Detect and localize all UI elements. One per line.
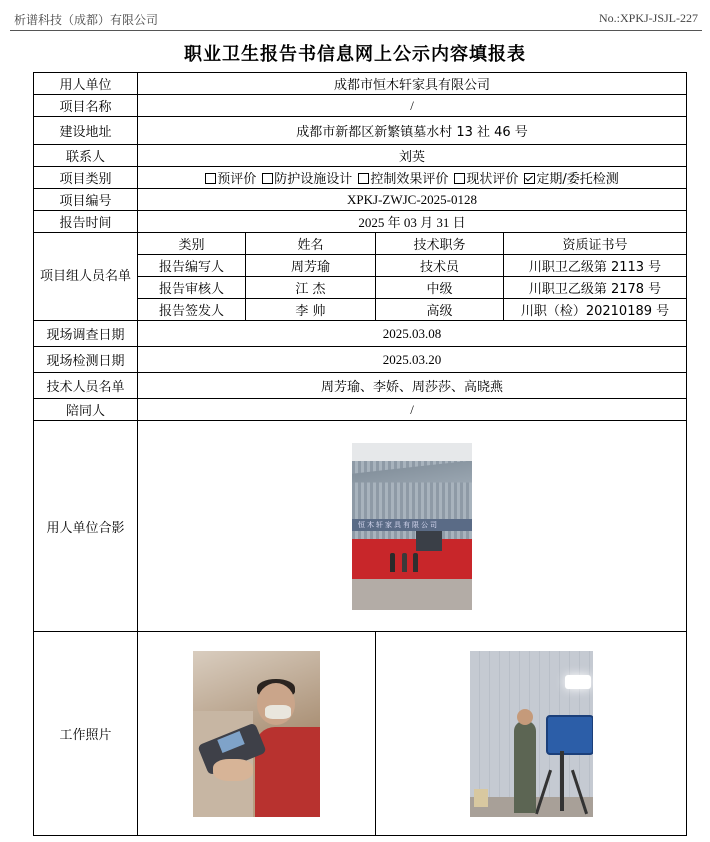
header-company: 析谱科技（成都）有限公司	[14, 13, 159, 27]
header-doc-number: No.:XPKJ-JSJL-227	[598, 11, 698, 25]
checkbox-icon	[205, 173, 216, 184]
member-cert: 川职卫乙级第 2113 号	[504, 255, 687, 277]
survey-date-value: 2025.03.08	[138, 321, 687, 347]
member-role: 报告签发人	[138, 299, 246, 321]
row-address	[34, 117, 687, 145]
row-report-time	[34, 211, 687, 233]
team-col-cert: 资质证书号	[504, 233, 687, 255]
row-escort	[34, 399, 687, 421]
option-status-evaluation[interactable]: 现状评价	[454, 172, 518, 187]
technicians-value: 周芳瑜、李娇、周莎莎、高晓燕	[138, 373, 687, 399]
test-date-value: 2025.03.20	[138, 347, 687, 373]
work-photo-cell-2	[376, 632, 687, 836]
employer-label: 用人单位	[34, 73, 138, 95]
checkbox-icon	[262, 173, 273, 184]
row-test-date	[34, 347, 687, 373]
address-value: 成都市新都区新繁镇墓水村 13 社 46 号	[138, 117, 687, 145]
row-project-no	[34, 189, 687, 211]
checkbox-icon	[358, 173, 369, 184]
project-no-value: XPKJ-ZWJC-2025-0128	[138, 189, 687, 211]
factory-sign-text: 恒木轩家具有限公司	[358, 520, 439, 529]
member-role: 报告编写人	[138, 255, 246, 277]
member-cert: 川职（检）20210189 号	[504, 299, 687, 321]
work-photo-image	[193, 651, 320, 817]
row-work-photos	[34, 632, 687, 836]
group-photo-label: 用人单位合影	[34, 421, 138, 632]
project-name-label: 项目名称	[34, 95, 138, 117]
escort-value: /	[138, 399, 687, 421]
member-cert: 川职卫乙级第 2178 号	[504, 277, 687, 299]
page-title: 职业卫生报告书信息网上公示内容填报表	[184, 44, 526, 65]
project-type-options	[138, 167, 687, 189]
team-header-row	[34, 233, 687, 255]
work-photo-image	[470, 651, 593, 817]
checked-checkbox-icon	[524, 173, 535, 184]
survey-date-label: 现场调查日期	[34, 321, 138, 347]
row-contact	[34, 145, 687, 167]
team-col-role: 类别	[138, 233, 246, 255]
row-survey-date	[34, 321, 687, 347]
option-control-effect[interactable]: 控制效果评价	[358, 172, 448, 187]
contact-value: 刘英	[138, 145, 687, 167]
header-divider	[10, 30, 702, 31]
checkbox-icon	[454, 173, 465, 184]
option-periodic-testing[interactable]: 定期/委托检测	[524, 172, 618, 187]
option-protection-design[interactable]: 防护设施设计	[262, 172, 352, 187]
employer-value: 成都市恒木轩家具有限公司	[138, 73, 687, 95]
member-role: 报告审核人	[138, 277, 246, 299]
option-pre-evaluation[interactable]: 预评价	[205, 172, 256, 187]
member-name: 李 帅	[246, 299, 376, 321]
project-name-value: /	[138, 95, 687, 117]
team-label: 项目组人员名单	[34, 233, 138, 321]
contact-label: 联系人	[34, 145, 138, 167]
member-title: 中级	[376, 277, 504, 299]
info-table	[33, 72, 687, 836]
report-time-label: 报告时间	[34, 211, 138, 233]
project-no-label: 项目编号	[34, 189, 138, 211]
member-name: 周芳瑜	[246, 255, 376, 277]
row-group-photo	[34, 421, 687, 632]
work-photos-label: 工作照片	[34, 632, 138, 836]
row-project-name	[34, 95, 687, 117]
member-title: 高级	[376, 299, 504, 321]
row-project-type	[34, 167, 687, 189]
technicians-label: 技术人员名单	[34, 373, 138, 399]
report-time-value: 2025 年 03 月 31 日	[138, 211, 687, 233]
row-employer	[34, 73, 687, 95]
member-title: 技术员	[376, 255, 504, 277]
row-technicians	[34, 373, 687, 399]
work-photo-cell-1	[138, 632, 376, 836]
team-col-title: 技术职务	[376, 233, 504, 255]
group-photo-image	[352, 443, 472, 610]
team-col-name: 姓名	[246, 233, 376, 255]
group-photo-cell	[138, 421, 687, 632]
escort-label: 陪同人	[34, 399, 138, 421]
project-type-label: 项目类别	[34, 167, 138, 189]
test-date-label: 现场检测日期	[34, 347, 138, 373]
address-label: 建设地址	[34, 117, 138, 145]
member-name: 江 杰	[246, 277, 376, 299]
